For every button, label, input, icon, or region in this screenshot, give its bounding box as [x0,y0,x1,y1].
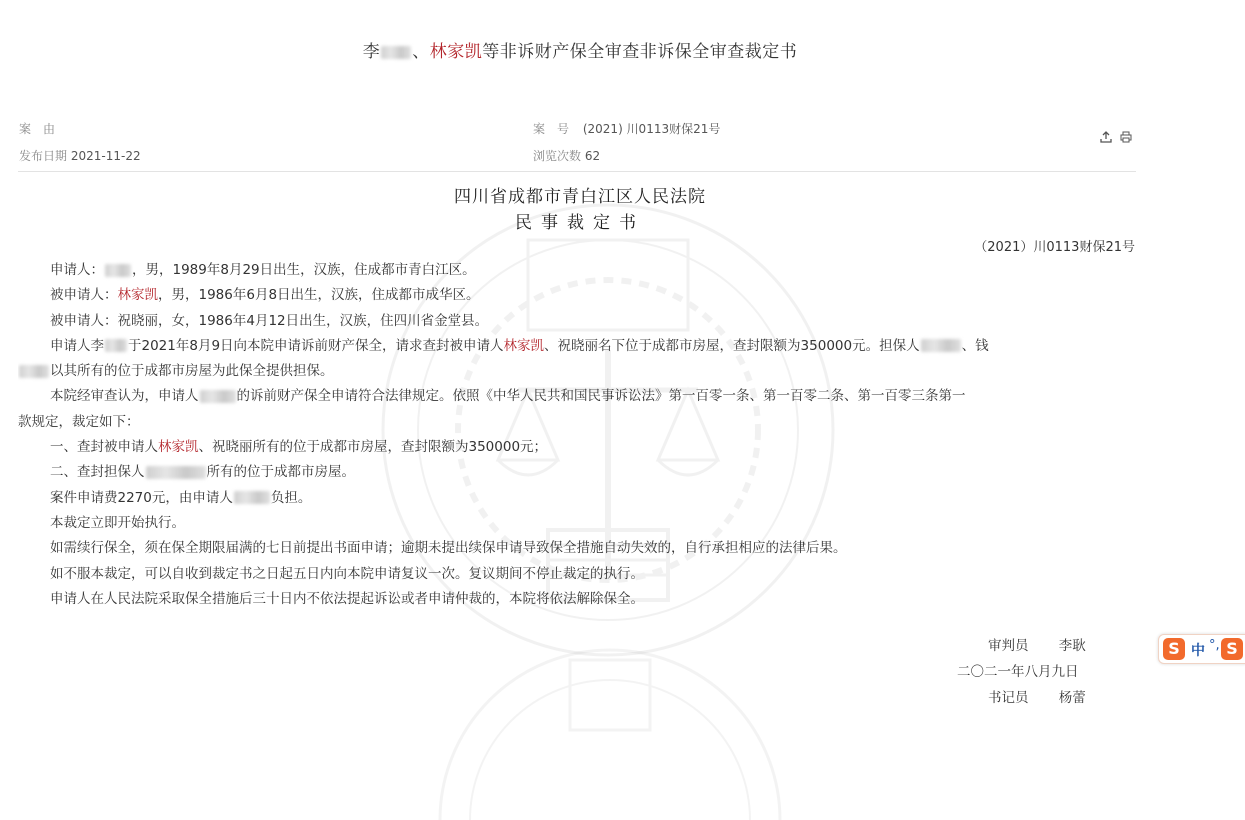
paragraph-reasoning-cont [18,410,1136,435]
text: 一、查封被申请人 [50,439,158,456]
paragraph-execution [18,511,1136,536]
judge-label: 审判员 [988,638,1029,654]
text: 如不服本裁定，可以自收到裁定书之日起五日内向本院申请复议一次。复议期间不停止裁定的执行。 [50,565,644,582]
clerk-name: 杨蕾 [1058,690,1086,706]
clerk-signature [988,686,1086,706]
text: 申请人在人民法院采取保全措施后三十日内不依法提起诉讼或者申请仲裁的，本院将依法解除保全。 [50,590,644,607]
text: 、钱 [961,337,989,354]
page-title [0,37,1160,62]
paragraph-respondent-1 [18,283,1136,308]
text: 的诉前财产保全申请符合法律规定。依照《中华人民共和国民事诉讼法》第一百零一条、第一百零二条、第一百零三条第一 [236,388,966,405]
title-name-highlight: 林家凯 [429,42,483,62]
text: 案件申请费2270元，由申请人 [50,489,233,506]
text: 二、查封担保人 [50,464,145,481]
divider [18,171,1136,172]
respondent-name-highlight: 林家凯 [158,439,199,456]
text: 、祝晓丽所有的位于成都市房屋，查封限额为350000元； [198,439,548,456]
redacted-text [19,365,49,378]
document-body [18,258,1136,612]
clerk-label: 书记员 [988,690,1029,706]
paragraph-applicant [18,258,1136,283]
publish-date [19,147,141,164]
redacted-text [234,491,270,504]
paragraph-respondent-2 [18,309,1136,334]
text: 于2021年8月9日向本院申请诉前财产保全，请求查封被申请人 [128,337,504,354]
ime-language-toggle[interactable]: 中 [1191,643,1205,659]
ime-toolbar[interactable] [1158,634,1245,664]
text: 如需续行保全，须在保全期限届满的七日前提出书面申请；逾期未提出续保申请导致保全措施自动失效的，自行承担相应的法律后果。 [50,540,847,557]
sign-date: 二〇二一年八月九日 [957,664,1079,680]
paragraph-reasoning [18,384,1136,409]
text: 以其所有的位于成都市房屋为此保全提供担保。 [50,363,334,380]
ruling-item-2 [18,460,1136,485]
publish-date-label: 发布日期 [19,149,68,163]
respondent-name-highlight: 林家凯 [503,337,545,354]
redacted-text [146,466,206,479]
paragraph-renewal [18,536,1136,561]
redacted-text [200,390,236,403]
punctuation-icon[interactable]: °, [1209,638,1220,653]
court-name: 四川省成都市青白江区人民法院 [454,187,706,207]
text: 款规定，裁定如下： [18,413,140,430]
sogou-logo-icon[interactable]: S [1163,638,1185,660]
text: 申请人： [50,262,104,278]
title-separator: 、 [412,42,430,62]
sogou-skin-icon[interactable]: S [1221,638,1243,660]
case-cause [19,120,55,137]
paragraph-release [18,587,1136,612]
case-number-value: (2021) 川0113财保21号 [582,122,721,136]
text: 本裁定立即开始执行。 [50,514,185,531]
view-count-value: 62 [584,149,601,163]
case-cause-label: 案 由 [19,122,56,136]
text: ，男，1989年8月29日出生，汉族，住成都市青白江区。 [132,262,476,278]
text: 负担。 [270,489,312,506]
paragraph-facts [18,334,1136,359]
text: 申请人李 [50,337,104,354]
text: 本院经审查认为，申请人 [50,388,199,405]
document-type: 民事裁定书 [515,213,645,233]
view-count-label: 浏览次数 [533,149,582,163]
case-number-label: 案 号 [533,122,570,136]
redacted-text [381,46,411,59]
judge-name: 李耿 [1058,638,1086,654]
redacted-text [105,339,127,352]
publish-date-value: 2021-11-22 [70,149,141,163]
text: 所有的位于成都市房屋。 [206,464,355,481]
view-count [533,147,600,164]
paragraph-appeal [18,562,1136,587]
text: 被申请人： [50,287,118,304]
document-case-number: （2021）川0113财保21号 [974,240,1135,255]
respondent-name-highlight: 林家凯 [117,287,158,304]
title-suffix: 等非诉财产保全审查非诉保全审查裁定书 [482,42,798,62]
ruling-item-1 [18,435,1136,460]
text: ，男，1986年6月8日出生，汉族，住成都市成华区。 [158,287,480,304]
court-emblem-watermark-lower [420,620,800,820]
paragraph-facts-cont [18,359,1136,384]
text: 、祝晓丽名下位于成都市房屋，查封限额为350000元。担保人 [544,337,920,354]
redacted-text [921,339,961,352]
case-number [533,120,720,137]
share-icon[interactable] [1100,132,1116,147]
text: 被申请人：祝晓丽，女，1986年4月12日出生，汉族，住四川省金堂县。 [50,312,489,329]
toolbar-icons [1100,131,1136,147]
print-icon[interactable] [1120,132,1132,147]
paragraph-fee [18,486,1136,511]
judge-signature [988,634,1086,654]
title-prefix: 李 [362,42,381,62]
redacted-text [105,264,131,277]
